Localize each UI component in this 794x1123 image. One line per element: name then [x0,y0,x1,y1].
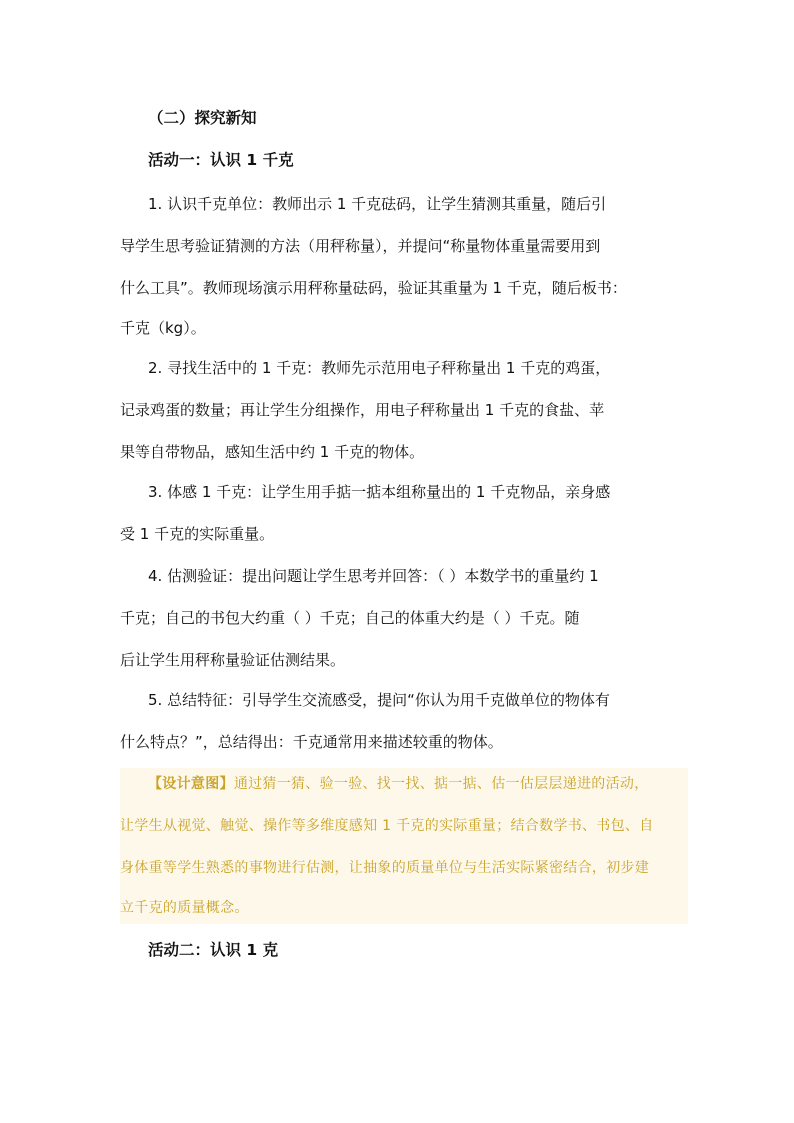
activity2-title: 活动二：认识 1 克 [148,941,279,959]
item5-line2: 什么特点？”，总结得出：千克通常用来描述较重的物体。 [120,733,503,751]
item5-line1: 5. 总结特征：引导学生交流感受，提问“你认为用千克做单位的物体有 [148,691,610,709]
design-note-first-text: 通过猜一猜、验一验、找一找、掂一掂、估一估层层递进的活动， [233,776,649,792]
item2-line1: 2. 寻找生活中的 1 千克：教师先示范用电子秤称量出 1 千克的鸡蛋， [148,359,611,377]
design-note-line3: 身体重等学生熟悉的事物进行估测，让抽象的质量单位与生活实际紧密结合，初步建 [120,860,650,876]
item4-line2: 千克；自己的书包大约重（ ）千克；自己的体重大约是（ ）千克。随 [120,609,580,627]
item3-line1: 3. 体感 1 千克：让学生用手掂一掂本组称量出的 1 千克物品，亲身感 [148,483,611,501]
item4-line3: 后让学生用秤称量验证估测结果。 [120,651,346,669]
design-note-line1 [148,774,680,794]
item1-line2: 导学生思考验证猜测的方法（用秤称量），并提问“称量物体重量需要用到 [120,237,601,255]
item1-line3: 什么工具”。教师现场演示用秤称量砝码，验证其重量为 1 千克，随后板书： [120,279,627,297]
item1-line1: 1. 认识千克单位：教师出示 1 千克砝码，让学生猜测其重量，随后引 [148,195,607,213]
item2-line2: 记录鸡蛋的数量；再让学生分组操作，用电子秤称量出 1 千克的食盐、苹 [120,401,605,419]
item4-line1: 4. 估测验证：提出问题让学生思考并回答：（ ）本数学书的重量约 1 [148,567,599,585]
item1-line4: 千克（kg）。 [120,319,206,337]
item3-line2: 受 1 千克的实际重量。 [120,525,275,543]
design-note-line2: 让学生从视觉、触觉、操作等多维度感知 1 千克的实际重量；结合数学书、书包、自 [120,818,654,834]
activity1-title: 活动一：认识 1 千克 [148,151,294,169]
design-note-line4: 立千克的质量概念。 [120,900,249,916]
section-title: （二）探究新知 [148,109,257,127]
design-note-tag: 【设计意图】 [148,776,234,792]
item2-line3: 果等自带物品，感知生活中约 1 千克的物体。 [120,443,425,461]
